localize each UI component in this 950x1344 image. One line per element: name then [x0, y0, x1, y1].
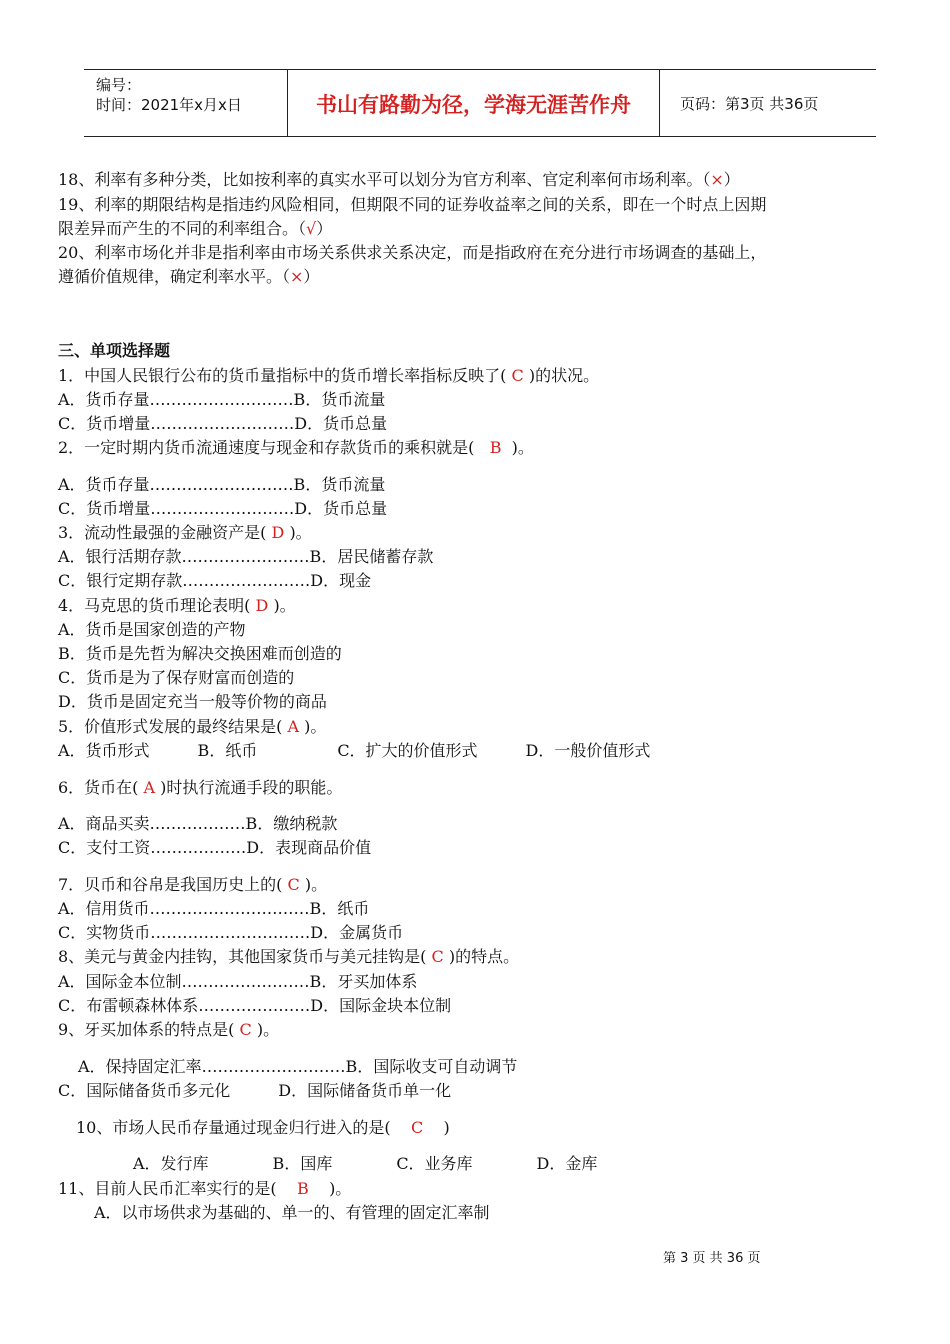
question-4 — [58, 596, 296, 616]
question-text-end: )时执行流通手段的职能。 — [160, 778, 343, 797]
tf-close: ） — [303, 267, 320, 286]
question-6 — [58, 778, 342, 798]
tf-close: ） — [316, 219, 333, 238]
option-line: C．实物货币…………………………D．金属货币 — [58, 923, 404, 942]
answer: C — [234, 1020, 257, 1039]
question-text: 7．贝币和谷帛是我国历史上的( — [58, 875, 283, 894]
tf-close: ） — [723, 170, 740, 189]
option-line: A．保持固定汇率………………………B．国际收支可自动调节 — [78, 1057, 518, 1076]
answer: B — [474, 438, 512, 457]
question-9 — [58, 1020, 279, 1040]
option-line: A．货币存量………………………B．货币流量 — [58, 475, 386, 494]
option-line: C．货币是为了保存财富而创造的 — [58, 668, 295, 687]
header-meta-cell — [84, 70, 288, 136]
tf-answer: × — [710, 170, 724, 189]
question-1 — [58, 366, 599, 386]
question-text-end: )。 — [304, 717, 327, 736]
tf-item-19-line2 — [58, 219, 332, 239]
answer: C — [390, 1118, 444, 1137]
question-8 — [58, 947, 519, 967]
question-text-end: )。 — [511, 438, 534, 457]
question-text: 4．马克思的货币理论表明( — [58, 596, 251, 615]
option-line: A．货币是国家创造的产物 — [58, 620, 246, 639]
question-text-end: )的状况。 — [528, 366, 600, 385]
question-text-end: )。 — [289, 523, 312, 542]
answer: D — [250, 596, 274, 615]
page-header — [84, 69, 876, 137]
question-text-end: )的特点。 — [448, 947, 520, 966]
answer: C — [282, 875, 305, 894]
question-text: 3．流动性最强的金融资产是( — [58, 523, 267, 542]
option-line: A．发行库 B．国库 C．业务库 D．金库 — [133, 1154, 598, 1173]
option-line: B．货币是先哲为解决交换困难而创造的 — [58, 644, 342, 663]
option-line: C．货币增量………………………D．货币总量 — [58, 499, 388, 518]
option-line: A．以市场供求为基础的、单一的、有管理的固定汇率制 — [94, 1203, 490, 1222]
answer: C — [426, 947, 449, 966]
question-11 — [58, 1179, 351, 1199]
tf-text: 18、利率有多种分类，比如按利率的真实水平可以划分为官方利率、官定利率何市场利率。（ — [58, 170, 711, 189]
option-line: A．银行活期存款……………………B．居民储蓄存款 — [58, 547, 434, 566]
question-10 — [76, 1118, 450, 1138]
question-text: 10、市场人民币存量通过现金归行进入的是( — [76, 1118, 391, 1137]
option-line: C．支付工资………………D．表现商品价值 — [58, 838, 372, 857]
option-line: C．货币增量………………………D．货币总量 — [58, 414, 388, 433]
question-text: 8、美元与黄金内挂钩，其他国家货币与美元挂钩是( — [58, 947, 427, 966]
question-7 — [58, 875, 327, 895]
question-text: 11、目前人民币汇率实行的是( — [58, 1179, 277, 1198]
tf-text: 限差异而产生的不同的利率组合。（ — [58, 219, 307, 238]
option-line: C．布雷顿森林体系…………………D．国际金块本位制 — [58, 996, 452, 1015]
question-text: 5．价值形式发展的最终结果是( — [58, 717, 283, 736]
question-text: 9、牙买加体系的特点是( — [58, 1020, 235, 1039]
header-page-label — [670, 70, 876, 136]
option-line: D．货币是固定充当一般等价物的商品 — [58, 692, 327, 711]
question-text: 6．货币在( — [58, 778, 139, 797]
question-text: 1．中国人民银行公布的货币量指标中的货币增长率指标反映了( — [58, 366, 507, 385]
time-label: 时间：2021年x月x日 — [96, 96, 242, 114]
tf-answer: × — [290, 267, 304, 286]
page-footer: 第 3 页 共 36 页 — [663, 1251, 761, 1266]
tf-item-20-line2 — [58, 267, 319, 287]
question-text: 2．一定时期内货币流通速度与现金和存款货币的乘积就是( — [58, 438, 475, 457]
answer: C — [506, 366, 529, 385]
question-3 — [58, 523, 312, 543]
question-2 — [58, 438, 534, 458]
answer: B — [276, 1179, 330, 1198]
question-text-end: )。 — [329, 1179, 352, 1198]
option-line: C．银行定期存款……………………D．现金 — [58, 571, 372, 590]
header-motto: 书山有路勤为径，学海无涯苦作舟 — [288, 70, 660, 136]
question-5 — [58, 717, 326, 737]
tf-item-20-line1: 20、利率市场化并非是指利率由市场关系供求关系决定，而是指政府在充分进行市场调查的基础上， — [58, 243, 767, 262]
option-line: A．货币形式 B．纸币 C．扩大的价值形式 D．一般价值形式 — [58, 741, 651, 760]
answer: D — [266, 523, 290, 542]
tf-item-19-line1: 19、利率的期限结构是指违约风险相同，但期限不同的证券收益率之间的关系，即在一个时点上因期 — [58, 195, 767, 214]
tf-answer: √ — [306, 219, 317, 238]
option-line: C．国际储备货币多元化 D．国际储备货币单一化 — [58, 1081, 452, 1100]
tf-text: 遵循价值规律，确定利率水平。（ — [58, 267, 291, 286]
answer: A — [138, 778, 161, 797]
answer: A — [282, 717, 305, 736]
page-label-text: 页码：第3页 共36页 — [680, 95, 819, 113]
question-text-end: )。 — [304, 875, 328, 894]
option-line: A．货币存量………………………B．货币流量 — [58, 390, 386, 409]
question-text-end: )。 — [256, 1020, 280, 1039]
section-title: 三、单项选择题 — [58, 341, 171, 360]
question-text-end: )。 — [273, 596, 296, 615]
option-line: A．国际金本位制……………………B．牙买加体系 — [58, 972, 418, 991]
tf-item-18 — [58, 170, 740, 190]
question-text-end: ) — [443, 1118, 450, 1137]
number-label: 编号： — [96, 76, 142, 94]
option-line: A．信用货币…………………………B．纸币 — [58, 899, 370, 918]
option-line: A．商品买卖………………B．缴纳税款 — [58, 814, 338, 833]
